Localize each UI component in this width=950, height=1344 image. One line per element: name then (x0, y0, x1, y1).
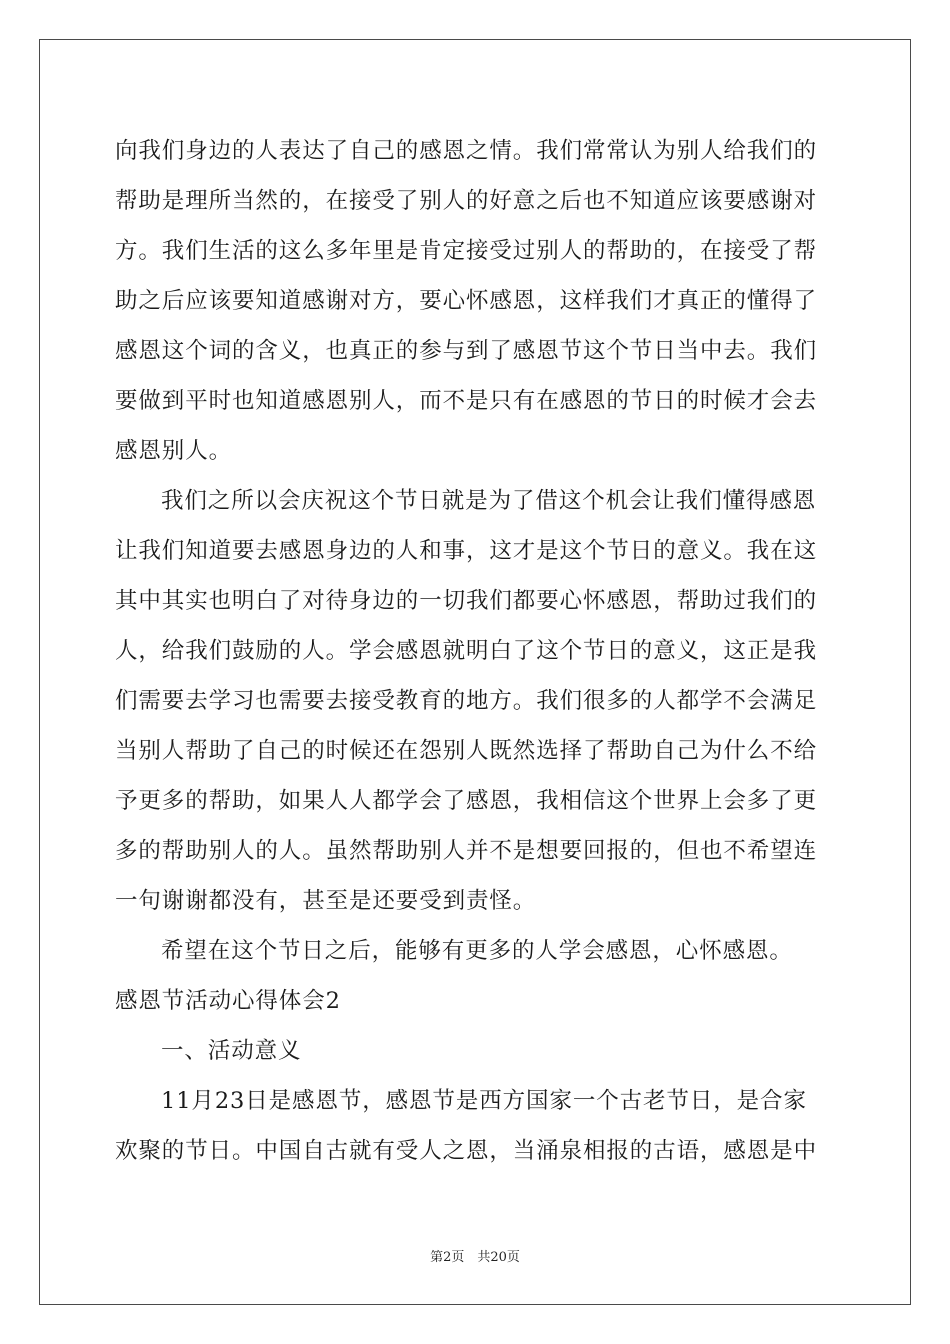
text-line: 希望在这个节日之后，能够有更多的人学会感恩，心怀感恩。 (161, 938, 793, 964)
text-line: 方。我们生活的这么多年里是肯定接受过别人的帮助的，在接受了帮 (115, 238, 818, 264)
text-line: 人，给我们鼓励的人。学会感恩就明白了这个节日的意义，这正是我 (115, 638, 818, 664)
text-line: 们需要去学习也需要去接受教育的地方。我们很多的人都学不会满足 (115, 688, 818, 714)
text-line: 帮助是理所当然的，在接受了别人的好意之后也不知道应该要感谢对 (115, 188, 818, 214)
text-line: 感恩这个词的含义，也真正的参与到了感恩节这个节日当中去。我们 (115, 338, 818, 364)
text-line: 感恩别人。 (115, 438, 233, 464)
page-number: 第2页 共20页 (430, 1250, 520, 1265)
text-line: 向我们身边的人表达了自己的感恩之情。我们常常认为别人给我们的 (115, 138, 818, 164)
text-line: 其中其实也明白了对待身边的一切我们都要心怀感恩，帮助过我们的 (115, 588, 818, 614)
text-line: 予更多的帮助，如果人人都学会了感恩，我相信这个世界上会多了更 (115, 788, 818, 814)
document-body (115, 126, 835, 1176)
text-line: 一句谢谢都没有，甚至是还要受到责怪。 (115, 888, 537, 914)
subsection-heading: 一、活动意义 (161, 1038, 302, 1064)
text-line: 要做到平时也知道感恩别人，而不是只有在感恩的节日的时候才会去 (115, 388, 818, 414)
text-line: 让我们知道要去感恩身边的人和事，这才是这个节日的意义。我在这 (115, 538, 818, 564)
text-line: 多的帮助别人的人。虽然帮助别人并不是想要回报的，但也不希望连 (115, 838, 818, 864)
section-heading: 感恩节活动心得体会2 (115, 988, 341, 1014)
text-line: 助之后应该要知道感谢对方，要心怀感恩，这样我们才真正的懂得了 (115, 288, 818, 314)
text-line: 欢聚的节日。中国自古就有受人之恩，当涌泉相报的古语，感恩是中 (115, 1138, 818, 1164)
text-line: 我们之所以会庆祝这个节日就是为了借这个机会让我们懂得感恩 (161, 488, 817, 514)
text-line: 当别人帮助了自己的时候还在怨别人既然选择了帮助自己为什么不给 (115, 738, 818, 764)
text-line: 11月23日是感恩节，感恩节是西方国家一个古老节日，是合家 (161, 1088, 807, 1114)
